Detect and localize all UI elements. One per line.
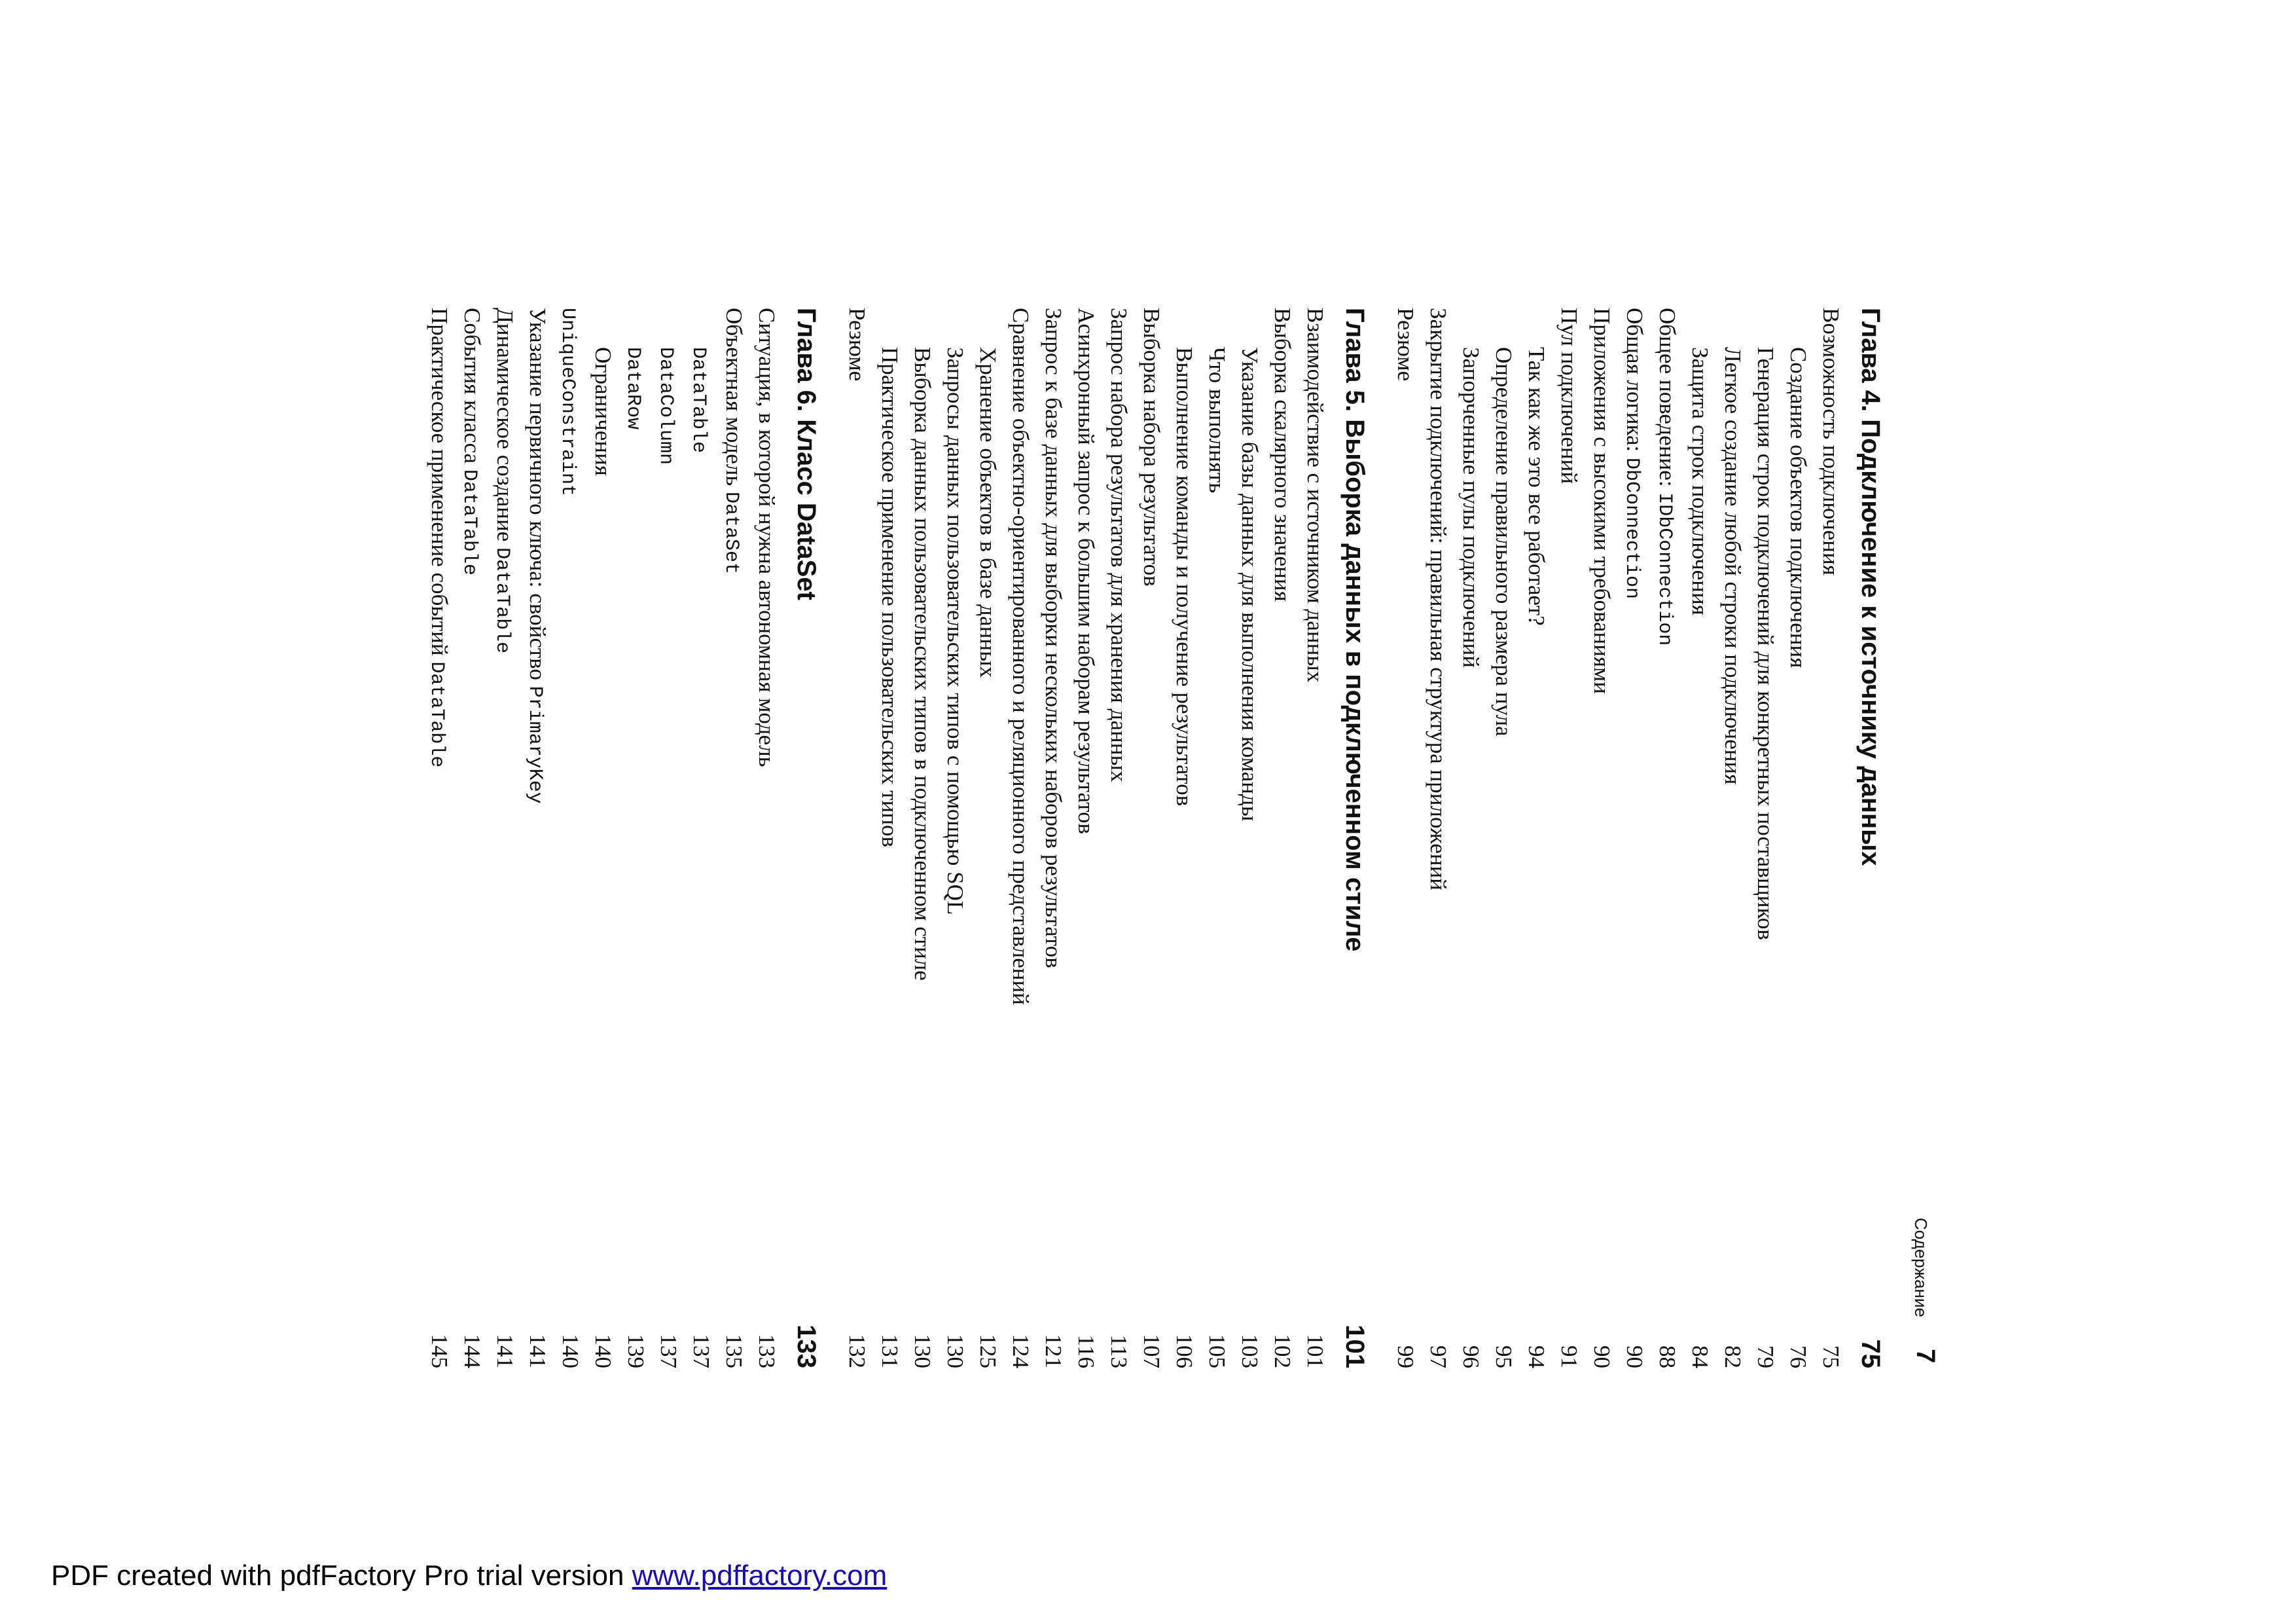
- toc-entry: [619, 308, 652, 1368]
- entry-text: Общая логика:: [1622, 308, 1647, 458]
- toc-entry-title: [1814, 308, 1847, 575]
- entry-text: Защита строк подключения: [1687, 347, 1713, 615]
- entry-text: Создание объектов подключения: [1785, 347, 1811, 668]
- toc-entry-title: [486, 308, 521, 653]
- entry-text: Закрытие подключений: правильная структура приложений: [1426, 308, 1451, 891]
- code-term: PrimaryKey: [524, 685, 546, 804]
- toc-entry-title: [1389, 308, 1422, 381]
- toc-entry-title: [682, 347, 717, 453]
- toc-entry: [1102, 308, 1135, 1368]
- toc-entry: [1454, 308, 1487, 1368]
- toc-entry-page-number: 141: [525, 1334, 550, 1368]
- entry-text: Выборка набора результатов: [1139, 308, 1164, 587]
- toc-entry-page-number: 144: [459, 1334, 485, 1368]
- entry-text: События класса: [459, 308, 485, 469]
- toc-entry-title: [840, 308, 873, 381]
- entry-text: Ограничения: [590, 347, 616, 476]
- toc-entry: [971, 308, 1004, 1368]
- toc-entry: [1683, 308, 1716, 1368]
- entry-text: Указание первичного ключа: свойство: [525, 308, 550, 686]
- code-term: DataRow: [622, 347, 644, 430]
- toc-entry-title: [518, 308, 554, 804]
- entry-text: Запорченные пулы подключений: [1458, 347, 1484, 668]
- entry-text: Определение правильного размера пула: [1491, 347, 1516, 737]
- entry-text: Практическое применение пользовательских типов: [877, 347, 903, 848]
- toc-entry-title: [1615, 308, 1651, 599]
- toc-entry-page-number: 106: [1172, 1334, 1197, 1368]
- entry-text: Хранение объектов в базе данных: [975, 347, 1001, 678]
- toc-entry-title: [649, 347, 685, 465]
- toc-entry-page-number: 125: [975, 1334, 1001, 1368]
- rotated-book-page: [327, 308, 1964, 1368]
- toc-entry-title: [453, 308, 488, 575]
- toc-entry-title: [1648, 308, 1683, 646]
- toc-entry: [488, 308, 521, 1368]
- chapter-title: Глава 4. Подключение к источнику данных: [1856, 308, 1885, 866]
- toc-entry-title: [1520, 347, 1552, 626]
- toc-entry-title: [1585, 308, 1618, 694]
- entry-text: Резюме: [844, 308, 870, 382]
- toc-entry-page-number: 140: [590, 1334, 616, 1368]
- entry-text: Возможность подключения: [1818, 308, 1844, 575]
- toc-entry-title: [750, 308, 783, 767]
- entry-text: Асинхронный запрос к большим наборам результатов: [1073, 308, 1099, 835]
- toc-entry: [1520, 308, 1552, 1368]
- toc-entry: [423, 308, 456, 1368]
- toc-entry-title: [586, 347, 619, 476]
- toc-entry: [1168, 308, 1200, 1368]
- toc-entry: [1004, 308, 1037, 1368]
- chapter-heading: [1847, 308, 1892, 1368]
- entry-text: Сравнение объектно-ориентированного и реляционного представлений: [1008, 308, 1033, 1005]
- toc-entry-title: [1454, 347, 1487, 668]
- toc-entry: [1782, 308, 1814, 1368]
- entry-text: Выборка данных пользовательских типов в подключенном стиле: [910, 347, 935, 981]
- toc-entry: [456, 308, 488, 1368]
- toc-entry: [554, 308, 586, 1368]
- toc-entry-title: [971, 347, 1004, 678]
- toc-entry-title: [1233, 347, 1266, 821]
- toc-entry: [750, 308, 783, 1368]
- running-head: Содержание: [1911, 1218, 1931, 1317]
- toc-entry: [685, 308, 717, 1368]
- toc-entry-page-number: 88: [1655, 1345, 1680, 1368]
- toc-entry: [1233, 308, 1266, 1368]
- toc-entry: [840, 308, 873, 1368]
- toc-entry-title: [1716, 347, 1749, 784]
- toc-entry: [1200, 308, 1233, 1368]
- toc-entry: [873, 308, 906, 1368]
- toc-entry: [1135, 308, 1168, 1368]
- code-term: DataSet: [720, 491, 742, 574]
- toc-entry-page-number: 76: [1785, 1345, 1811, 1368]
- footer-link[interactable]: www.pdffactory.com: [632, 1559, 888, 1592]
- toc-entry-title: [1422, 308, 1454, 890]
- chapter-heading: [783, 308, 827, 1368]
- toc-entry-title: [1299, 308, 1331, 682]
- code-term: IDbConnection: [1653, 492, 1676, 646]
- toc-entry-title: [1487, 347, 1520, 737]
- toc-entry: [1037, 308, 1069, 1368]
- toc-entry-page-number: 91: [1556, 1345, 1582, 1368]
- toc-entry-title: [1749, 347, 1782, 940]
- toc-entry-title: [1037, 308, 1069, 968]
- toc-entry-title: [1069, 308, 1102, 834]
- toc-entry-page-number: 133: [754, 1334, 780, 1368]
- toc-entry-page-number: 102: [1270, 1334, 1295, 1368]
- toc-entry-page-number: 121: [1041, 1334, 1066, 1368]
- entry-text: Общее поведение:: [1655, 308, 1680, 493]
- toc-entry: [1487, 308, 1520, 1368]
- toc-entry-title: [873, 347, 906, 847]
- toc-entry: [1651, 308, 1683, 1368]
- toc-entry: [652, 308, 685, 1368]
- toc-entry-title: [617, 347, 652, 429]
- entry-text: Запрос к базе данных для выборки нескольких наборов результатов: [1041, 308, 1066, 968]
- toc-entry-title: [1102, 308, 1135, 782]
- toc-entry-title: [1552, 308, 1585, 484]
- pdf-footer: [51, 1559, 887, 1592]
- toc-entry-page-number: 79: [1753, 1345, 1778, 1368]
- toc-entry-page-number: 132: [844, 1334, 870, 1368]
- toc-entry: [906, 308, 939, 1368]
- entry-text: Ситуация, в которой нужна автономная модель: [754, 308, 780, 767]
- code-term: UniqueConstraint: [556, 308, 579, 497]
- entry-text: Выборка скалярного значения: [1270, 308, 1295, 602]
- entry-text: Легкое создание любой строки подключения: [1720, 347, 1746, 785]
- entry-text: Запрос набора результатов для хранения данных: [1106, 308, 1132, 782]
- toc-entry-title: [1683, 347, 1716, 615]
- entry-text: Указание базы данных для выполнения команды: [1237, 347, 1263, 822]
- toc-entry-page-number: 75: [1818, 1345, 1844, 1368]
- toc-entry-page-number: 116: [1073, 1334, 1099, 1368]
- chapter-heading: [1331, 308, 1376, 1368]
- toc-entry-title: [906, 347, 939, 981]
- toc-entry-page-number: 99: [1393, 1345, 1418, 1368]
- toc-entry: [1749, 308, 1782, 1368]
- entry-text: Генерация строк подключений для конкретных поставщиков: [1753, 347, 1778, 940]
- toc-entry-page-number: 103: [1237, 1334, 1263, 1368]
- entry-text: Выполнение команды и получение результатов: [1172, 347, 1197, 807]
- toc-entry-title: [1168, 347, 1200, 806]
- toc-entry: [1069, 308, 1102, 1368]
- toc-entry: [521, 308, 554, 1368]
- chapter-title: Глава 6. Класс DataSet: [792, 308, 821, 600]
- footer-text: PDF created with pdfFactory Pro trial version: [51, 1559, 632, 1592]
- entry-text: Так как же это все работает?: [1524, 347, 1549, 626]
- entry-text: Пул подключений: [1556, 308, 1582, 484]
- chapter-title: Глава 5. Выборка данных в подключенном стиле: [1340, 308, 1369, 952]
- toc-entry: [1814, 308, 1847, 1368]
- entry-text: Резюме: [1393, 308, 1418, 382]
- toc-entry: [939, 308, 971, 1368]
- code-term: DataColumn: [655, 347, 677, 465]
- toc-entry: [717, 308, 750, 1368]
- toc-entry-page-number: 82: [1720, 1345, 1746, 1368]
- toc-entry-page-number: 140: [558, 1334, 583, 1368]
- toc-entry: [1552, 308, 1585, 1368]
- toc-entry: [1422, 308, 1454, 1368]
- code-term: DataTable: [491, 547, 513, 654]
- toc-entry-title: [1135, 308, 1168, 587]
- toc-entry: [1585, 308, 1618, 1368]
- toc-entry: [586, 308, 619, 1368]
- toc-entry-page-number: 105: [1204, 1334, 1230, 1368]
- toc-entry: [1716, 308, 1749, 1368]
- table-of-contents: [423, 308, 1892, 1368]
- entry-text: Объектная модель: [721, 308, 747, 492]
- entry-text: Запросы данных пользовательских типов с помощью SQL: [942, 347, 968, 915]
- toc-entry-page-number: 107: [1139, 1334, 1164, 1368]
- toc-entry-page-number: 139: [623, 1334, 649, 1368]
- toc-entry-title: [1200, 347, 1233, 493]
- toc-entry-page-number: 96: [1458, 1345, 1484, 1368]
- toc-entry-page-number: 94: [1524, 1345, 1549, 1368]
- entry-text: Практическое применение событий: [427, 308, 452, 662]
- toc-entry-title: [551, 308, 586, 496]
- entry-text: Приложения с высокими требованиями: [1589, 308, 1615, 694]
- code-term: DataTable: [425, 661, 448, 768]
- toc-entry-title: [939, 347, 971, 915]
- code-term: DataTable: [687, 347, 709, 454]
- entry-text: Взаимодействие с источником данных: [1302, 308, 1328, 683]
- toc-entry-page-number: 84: [1687, 1345, 1713, 1368]
- code-term: DbConnection: [1621, 457, 1643, 599]
- toc-entry-page-number: 97: [1426, 1345, 1451, 1368]
- page-number: 7: [1911, 1349, 1940, 1364]
- toc-entry: [1299, 308, 1331, 1368]
- chapter-page-number: 75: [1856, 1339, 1885, 1368]
- toc-entry: [1389, 308, 1422, 1368]
- toc-entry-title: [1782, 347, 1814, 668]
- toc-entry-title: [1266, 308, 1299, 602]
- chapter-page-number: 133: [792, 1324, 821, 1368]
- toc-entry-page-number: 137: [689, 1334, 714, 1368]
- entry-text: Динамическое создание: [492, 308, 518, 548]
- toc-entry-page-number: 101: [1302, 1334, 1328, 1368]
- toc-entry-page-number: 131: [877, 1334, 903, 1368]
- toc-entry-page-number: 145: [427, 1334, 452, 1368]
- entry-text: Что выполнять: [1204, 347, 1230, 494]
- toc-entry-page-number: 135: [721, 1334, 747, 1368]
- code-term: DataTable: [458, 469, 480, 575]
- toc-entry: [1266, 308, 1299, 1368]
- toc-entry-title: [715, 308, 750, 574]
- toc-entry-title: [1004, 308, 1037, 1005]
- toc-entry-page-number: 141: [492, 1334, 518, 1368]
- toc-entry-page-number: 90: [1589, 1345, 1615, 1368]
- toc-entry-page-number: 124: [1008, 1334, 1033, 1368]
- toc-entry-title: [420, 308, 456, 767]
- toc-entry-page-number: 137: [656, 1334, 681, 1368]
- toc-entry-page-number: 113: [1106, 1334, 1132, 1368]
- chapter-page-number: 101: [1340, 1324, 1369, 1368]
- toc-entry-page-number: 130: [942, 1334, 968, 1368]
- toc-entry: [1618, 308, 1651, 1368]
- toc-entry-page-number: 95: [1491, 1345, 1516, 1368]
- toc-entry-page-number: 130: [910, 1334, 935, 1368]
- toc-entry-page-number: 90: [1622, 1345, 1647, 1368]
